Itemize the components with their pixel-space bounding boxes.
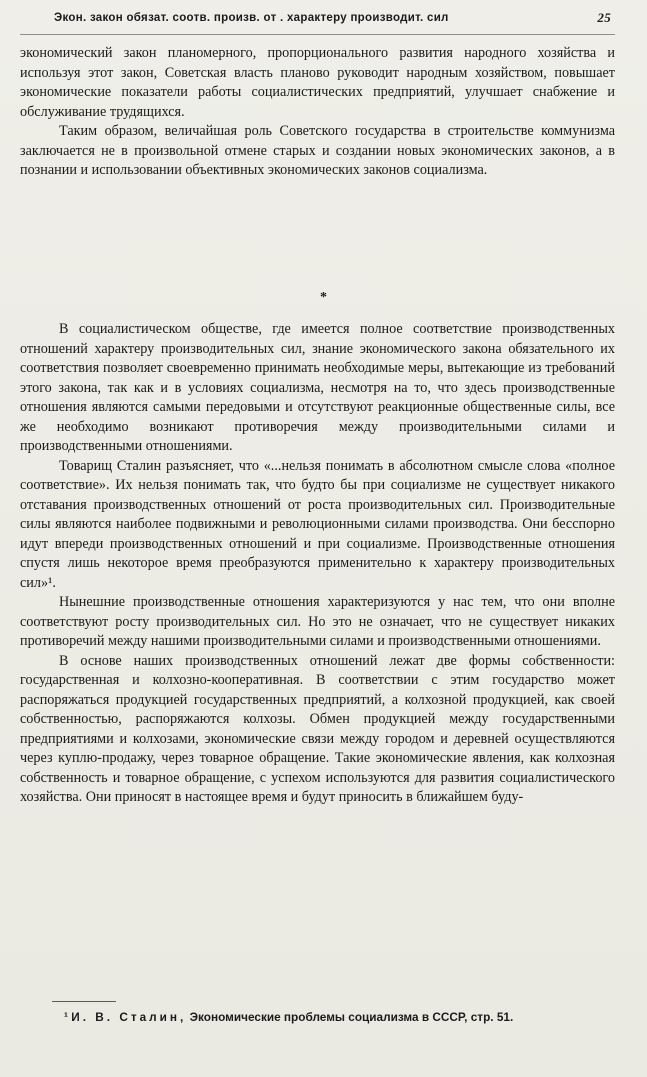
footnote-marker: ¹ [64,1010,68,1024]
running-head: Экон. закон обязат. соотв. произв. от . характеру производит. сил [54,12,449,24]
paragraph: В социалистическом обществе, где имеется полное соответствие производственных отношений характеру производительных сил, знание экономического закона обязательного их соответствия позволяет своевременно принимать необходимые меры, вытекающие из требований этого закона, так как и в условиях социализма, несмотря на то, что здесь производственные отношения являются самыми передовыми и отсутствуют реакционные общественные силы, все же необходимо возникают противоречия между производительными силами и производственными отношениями. [20,321,615,454]
paragraph: В основе наших производственных отношений лежат две формы собственности: государственная и колхозно-кооперативная. В соответствии с этим государство может распоряжаться продукцией государственных предприятий, а колхозной продукцией, как своей собственностью, распоряжаются колхозы. Обмен продукцией между государственными предприятиями и колхозами, экономические связи между городом и деревней осуществляются через куплю-продажу, через товарное обращение. Такие экономические явления, как колхозная собственность и товарное обращение, с успехом используются для развития социалистического хозяйства. Они приносят в настоящее время и будут приносить в ближайшем буду- [20,652,615,805]
page-header [54,8,611,28]
header-rule [20,34,615,35]
section-two [20,320,615,808]
footnote-author: И. В. Сталин, [71,1010,187,1024]
section-separator: * [320,290,327,305]
footnote-rule [52,1001,116,1002]
paragraph: Товарищ Сталин разъясняет, что «...нельзя понимать в абсолютном смысле слова «полное соответствие». Их нельзя понимать так, что будто бы при социализме не существует никакого отставания производственных отношений от роста производительных сил. Производительные силы являются наиболее подвижными и революционными силами производства. Они бесспорно идут впереди производственных отношений и при социализме. Производственные отношения спустя лишь некоторое время преобразуются применительно к характеру производительных сил»¹. [20,457,615,591]
paragraph: Таким образом, величайшая роль Советского государства в строительстве коммунизма заключается не в произвольной отмене старых и создании новых экономических законов, а в познании и использовании объективных экономических законов социализма. [20,123,615,178]
footnote-text: Экономические проблемы социализма в СССР, стр. 51. [189,1010,514,1024]
paragraph: Нынешние производственные отношения характеризуются у нас тем, что они вполне соответствуют росту производительных сил. Но это не означает, что не существует никаких противоречий между нашими производительными силами и производственными отношениями. [20,594,615,649]
paragraph: экономический закон планомерного, пропорционального развития народного хозяйства и используя этот закон, Советская власть планово руководит народным хозяйством, повышает экономические показатели работы социалистических предприятий, улучшает снабжение и обслуживание трудящихся. [20,45,615,120]
page-number: 25 [597,10,611,25]
footnote [64,1010,617,1024]
section-one [20,44,615,181]
